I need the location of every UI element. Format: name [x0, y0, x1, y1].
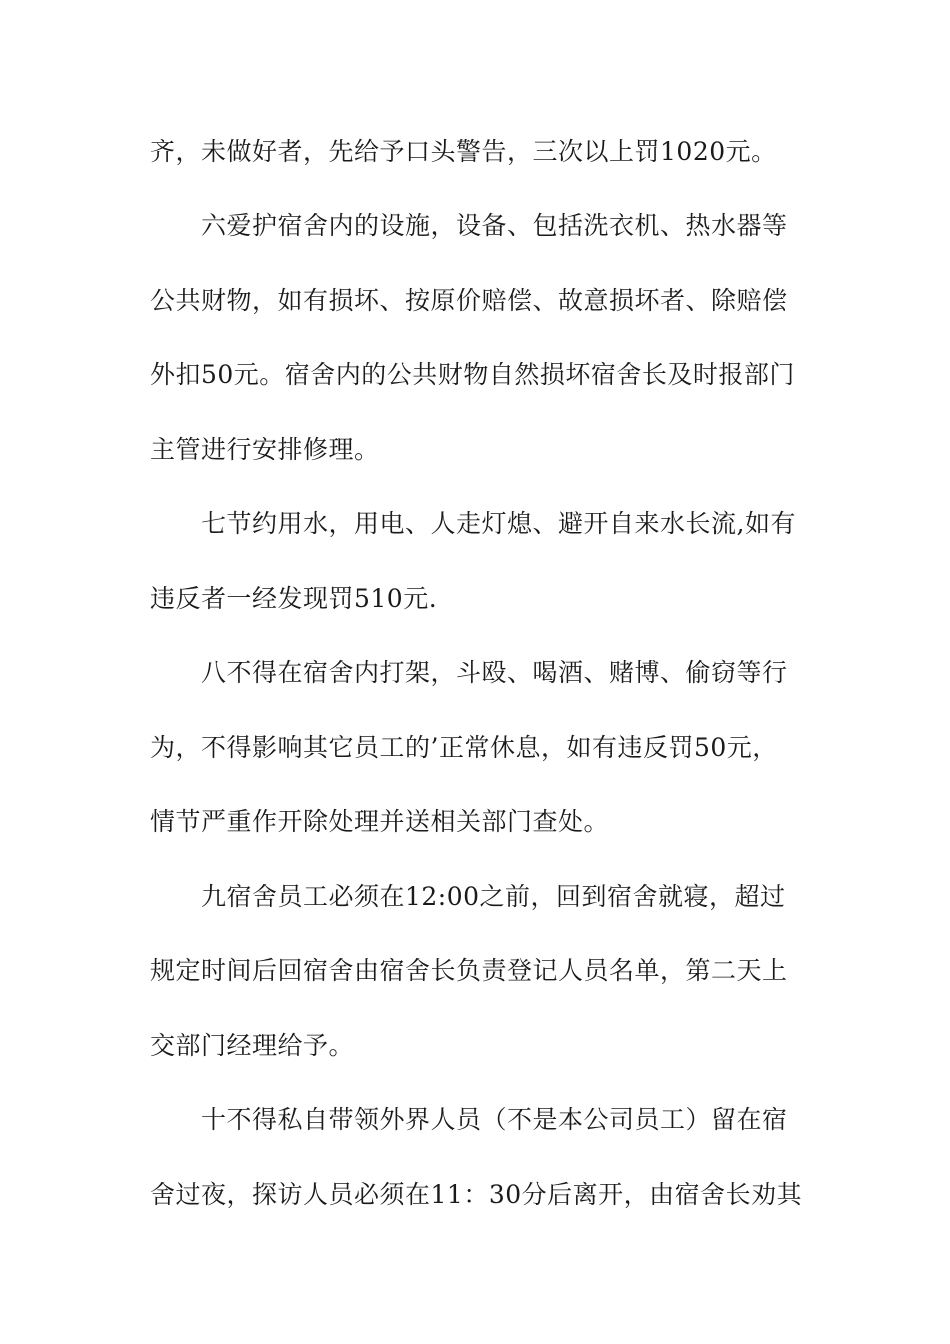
text-line: 交部门经理给予。: [150, 1031, 355, 1060]
text-line: 齐，未做好者，先给予口头警告，三次以上罚1020元。: [150, 137, 777, 166]
text-line: 主管进行安排修理。: [150, 435, 380, 464]
text-line: 规定时间后回宿舍由宿舍长负责登记人员名单，第二天上: [150, 956, 788, 985]
paragraph-8-line-1: 八不得在宿舍内打架，斗殴、喝酒、赌博、偷窃等行: [201, 658, 788, 687]
paragraph-7-line-1: 七节约用水，用电、人走灯熄、避开自来水长流,如有: [201, 509, 796, 538]
paragraph-6-line-1: 六爱护宿舍内的设施，设备、包括洗衣机、热水器等: [201, 211, 788, 240]
text-line: 情节严重作开除处理并送相关部门查处。: [150, 807, 610, 836]
paragraph-9-line-1: 九宿舍员工必须在12:00之前，回到宿舍就寝，超过: [201, 882, 786, 911]
text-line: 违反者一经发现罚510元.: [150, 584, 438, 613]
text-line: 公共财物，如有损坏、按原价赔偿、故意损坏者、除赔偿: [150, 286, 788, 315]
paragraph-10-line-1: 十不得私自带领外界人员（不是本公司员工）留在宿: [201, 1105, 788, 1134]
text-line: 为，不得影响其它员工的’正常休息，如有违反罚50元，: [150, 733, 778, 762]
text-line: 外扣50元。宿舍内的公共财物自然损坏宿舍长及时报部门: [150, 360, 795, 389]
text-line: 舍过夜，探访人员必须在11：30分后离开，由宿舍长劝其: [150, 1180, 803, 1209]
